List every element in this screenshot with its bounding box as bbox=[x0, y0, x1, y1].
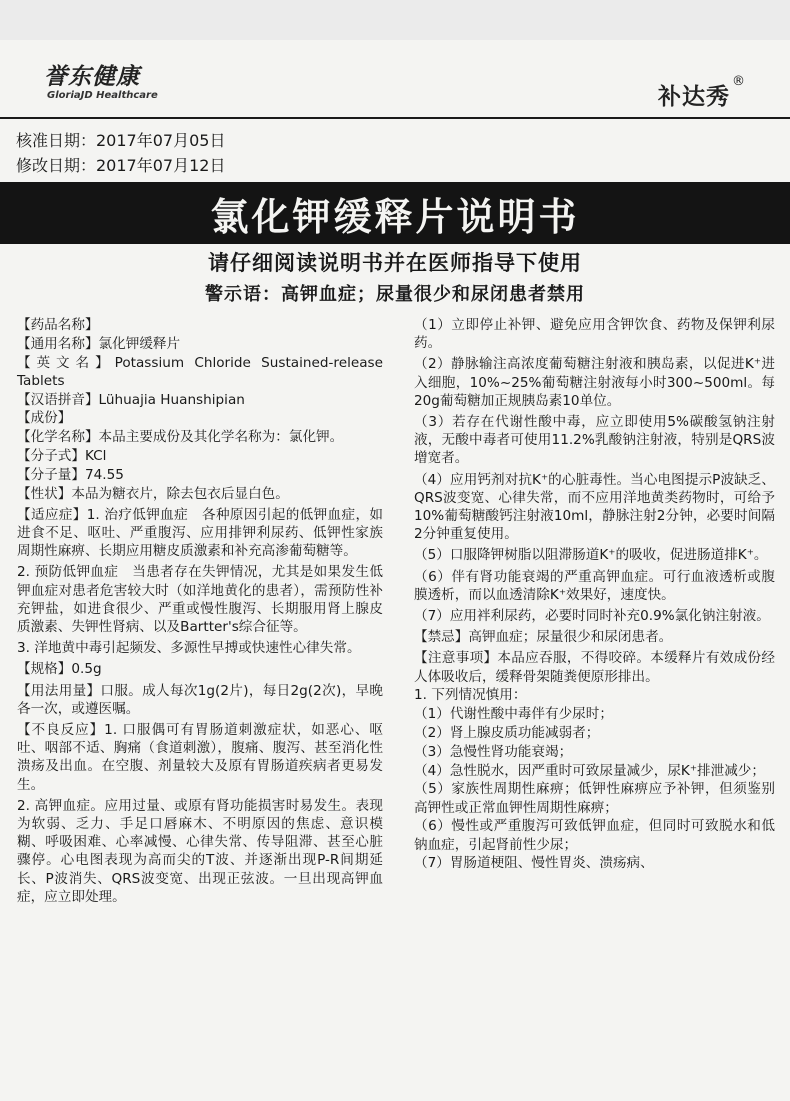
paragraph: （3）若存在代谢性酸中毒，应立即使用5%碳酸氢钠注射液，无酸中毒者可使用11.2%乳酸钠注射液，特别是QRS波增宽者。 bbox=[414, 414, 775, 467]
paragraph: （5）口服降钾树脂以阻滞肠道K⁺的吸收，促进肠道排K⁺。 bbox=[414, 547, 768, 564]
company-logo bbox=[44, 64, 158, 101]
logo-subtext: GloriaJD Healthcare bbox=[47, 90, 158, 101]
paragraph: 【分子式】KCl bbox=[17, 447, 107, 464]
paragraph: 【化学名称】本品主要成份及其化学名称为：氯化钾。 bbox=[17, 429, 344, 446]
left-column bbox=[17, 316, 383, 907]
paragraph: （1）立即停止补钾、避免应用含钾饮食、药物及保钾利尿药。 bbox=[414, 317, 775, 352]
paragraph: 2. 预防低钾血症 当患者存在失钾情况，尤其是如果发生低钾血症对患者危害较大时（如洋地黄化的患者），需预防性补充钾盐，如进食很少、严重或慢性腹泻、长期服用肾上腺皮质激素、失钾性肾病、以及Bartter's综合征等。 bbox=[17, 564, 383, 635]
paragraph: 【成份】 bbox=[17, 410, 72, 427]
document-title-bar bbox=[0, 182, 790, 244]
paragraph: （1）代谢性酸中毒伴有少尿时； bbox=[414, 706, 613, 723]
warning-statement: 警示语：高钾血症；尿量很少和尿闭患者禁用 bbox=[205, 284, 585, 305]
paragraph: 【用法用量】口服。成人每次1g(2片)，每日2g(2次)，早晚各一次，或遵医嘱。 bbox=[17, 682, 383, 717]
brand-name: 补达秀 bbox=[658, 84, 730, 110]
paragraph: （7）应用袢利尿药，必要时同时补充0.9%氯化钠注射液。 bbox=[414, 608, 770, 625]
revision-date: 修改日期：2017年07月12日 bbox=[16, 156, 226, 175]
brand-name-block bbox=[658, 74, 746, 111]
paragraph: （4）应用钙剂对抗K⁺的心脏毒性。当心电图提示P波缺乏、QRS波变宽、心律失常，而不应用洋地黄类药物时，可给予10%葡萄糖酸钙注射液10ml，静脉注射2分钟，必要时间隔2分钟重复使用。 bbox=[414, 471, 775, 543]
paragraph: （2）肾上腺皮质功能减弱者； bbox=[414, 725, 600, 742]
paragraph: 【规格】0.5g bbox=[17, 661, 102, 678]
paragraph: 【通用名称】氯化钾缓释片 bbox=[17, 335, 181, 352]
paragraph: （5）家族性周期性麻痹；低钾性麻痹应予补钾，但须鉴别高钾性或正常血钾性周期性麻痹； bbox=[414, 781, 775, 816]
paragraph: 3. 洋地黄中毒引起频发、多源性早搏或快速性心律失常。 bbox=[17, 640, 361, 657]
paragraph: （4）急性脱水，因严重时可致尿量减少，尿K⁺排泄减少； bbox=[414, 762, 765, 779]
paragraph: 【不良反应】1. 口服偶可有胃肠道刺激症状，如恶心、呕吐、咽部不适、胸痛（食道刺激），腹痛、腹泻、甚至消化性溃疡及出血。在空腹、剂量较大及原有胃肠道疾病者更易发生。 bbox=[17, 722, 383, 793]
paragraph: 1. 下列情况慎用： bbox=[414, 687, 527, 704]
instruction-subtitle: 请仔细阅读说明书并在医师指导下使用 bbox=[208, 251, 582, 275]
paragraph: 【适应症】1. 治疗低钾血症 各种原因引起的低钾血症，如进食不足、呕吐、严重腹泻、应用排钾利尿药、低钾性家族周期性麻痹、长期应用糖皮质激素和补充高渗葡萄糖等。 bbox=[17, 506, 383, 560]
right-column bbox=[414, 316, 775, 873]
paragraph: （7）胃肠道梗阻、慢性胃炎、溃疡病、 bbox=[414, 855, 654, 872]
registered-mark: ® bbox=[732, 74, 746, 89]
paragraph: 【汉语拼音】Lühuajia Huanshipian bbox=[17, 391, 245, 408]
paragraph: 【注意事项】本品应吞服，不得咬碎。本缓释片有效成份经人体吸收后，缓释骨架随粪便原形排出。 bbox=[414, 650, 775, 685]
paragraph: 【禁忌】高钾血症；尿量很少和尿闭患者。 bbox=[414, 629, 673, 646]
document-title: 氯化钾缓释片说明书 bbox=[210, 194, 580, 239]
logo-text: 誉东健康 bbox=[44, 64, 140, 90]
paragraph: （3）急慢性肾功能衰竭； bbox=[414, 743, 573, 760]
paragraph: 2. 高钾血症。应用过量、或原有肾功能损害时易发生。表现为软弱、乏力、手足口唇麻木、不明原因的焦虑、意识模糊、呼吸困难、心率减慢、心律失常、传导阻滞、甚至心脏骤停。心电图表现为高而尖的T波、并逐渐出现P-R间期延长、P波消失、QRS波变宽、出现正弦波。一旦出现高钾血症，应立即处理。 bbox=[17, 797, 383, 905]
dates-block bbox=[16, 128, 225, 178]
header-divider bbox=[0, 117, 790, 119]
paragraph: （2）静脉输注高浓度葡萄糖注射液和胰岛素，以促进K⁺进入细胞，10%~25%葡萄糖注射液每小时300~500ml。每20g葡萄糖加正规胰岛素10单位。 bbox=[414, 356, 775, 409]
approval-date: 核准日期：2017年07月05日 bbox=[16, 131, 226, 150]
paragraph: （6）伴有肾功能衰竭的严重高钾血症。可行血液透析或腹膜透析，而以血透清除K⁺效果好，速度快。 bbox=[414, 568, 775, 603]
paragraph: 【药品名称】 bbox=[17, 317, 99, 333]
paragraph: （6）慢性或严重腹泻可致低钾血症，但同时可致脱水和低钠血症，引起肾前性少尿； bbox=[414, 818, 775, 853]
paragraph: 【分子量】74.55 bbox=[17, 466, 124, 483]
paragraph: 【英文名】Potassium Chloride Sustained-release Tablets bbox=[17, 354, 383, 389]
paragraph: 【性状】本品为糖衣片，除去包衣后显白色。 bbox=[17, 485, 289, 502]
